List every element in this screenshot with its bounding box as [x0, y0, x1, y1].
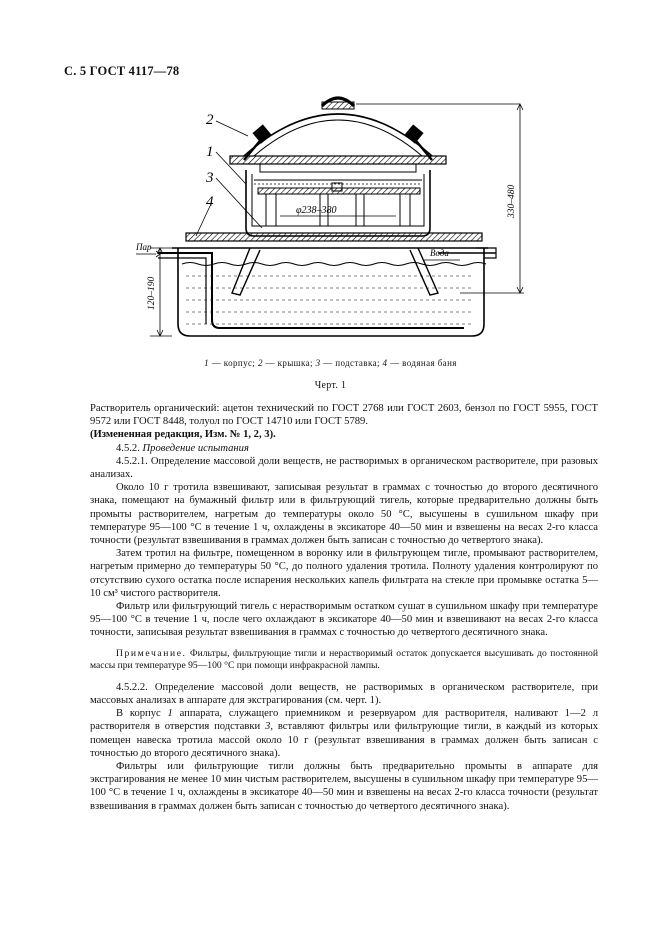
paragraph-4-5-2-1: 4.5.2.1. Определение массовой доли веществ, не растворимых в органическом растворителе, при разовых анализах. [90, 455, 598, 481]
apparatus-ref-1: 1 [167, 708, 173, 720]
callout-2: 2 [206, 112, 214, 128]
apparatus-pre: В корпус [116, 708, 161, 720]
paragraph-apparatus [90, 707, 598, 760]
legend-num-3: 3 [315, 358, 321, 368]
section-number: 4.5.2. [116, 442, 140, 454]
note-text: Фильтры, фильтрующие тигли и нерастворимый остаток допускается высушивать до постоянной массы при температуре 95—100 °С при помощи инфракрасной лампы. [90, 647, 598, 672]
label-water: Вода [430, 248, 449, 258]
vessel-body [246, 170, 430, 236]
edit-note: (Измененная редакция, Изм. № 1, 2, 3). [90, 429, 276, 441]
legend-text-2: — крышка; [265, 358, 313, 368]
paragraph-weighing: Около 10 г тротила взвешивают, записывая результат в граммах с точностью до второго десятичного знака, помещают на бумажный фильтр или в фильтрующий тигель, которые предварительно должны быть промыты растворителем, нагретым до температуры около 50 °С, высушены в сушильном шкафу при температуре 95—100 °С в течение 1 ч, охлаждены в эксикаторе 40—50 мин и взвешены на весах 2-го класса точности (результат взвешивания в граммах должен быть записан с точностью до четвертого знака). [90, 482, 598, 547]
apparatus-ref-3: 3, [265, 721, 273, 733]
legend-text-4: — водяная баня [390, 358, 457, 368]
body-text [90, 402, 598, 813]
callout-1: 1 [206, 144, 214, 160]
dimension-height-bath: 120–190 [147, 276, 157, 310]
paragraph-4-5-2-2: 4.5.2.2. Определение массовой доли веществ, не растворимых в органическом растворителе, при массовых анализах в аппарате для экстрагирования (см. черт. 1). [90, 681, 598, 707]
legend-num-2: 2 [257, 358, 263, 368]
note-lead: Примечание. [116, 647, 187, 659]
legend-text-3: — подставка; [323, 358, 380, 368]
paragraph-drying: Фильтр или фильтрующий тигель с нерастворимым остатком сушат в сушильном шкафу при температуре 95—100 °С в течение 1 ч, после чего охлаждают в эксикаторе 40—50 мин и взвешивают на весах 2-го класса точности, записывая результат взвешивания в граммах с точностью до четвертого десятичного знака. [90, 601, 598, 639]
lid [230, 98, 446, 172]
page-header: С. 5 ГОСТ 4117—78 [64, 64, 180, 78]
apparatus-mid: аппарата, служащего приемником и резервуаром для растворителя, наливают 1—2 л растворителя в отверстия подставки [90, 708, 598, 733]
figure-caption: Черт. 1 [314, 380, 347, 391]
callout-3: 3 [206, 170, 214, 186]
apparatus-post: вставляют фильтры или фильтрующие тигли, в каждый из которых помещен навеска тротила массой около 10 г (результат взвешивания в граммах должен быть записан с точностью до второго десятичного знака). [90, 721, 599, 759]
paragraph-washing: Затем тротил на фильтре, помещенном в воронку или в фильтрующем тигле, промывают растворителем, нагретым примерно до температуры 50 °С, до полного удаления тротила. Полноту удаления контролируют по отсутствию сухого остатка после испарения нескольких капель фильтрата на стекле при промывке остатка 5—10 см³ чистого растворителя. [90, 548, 598, 599]
legend-num-1: 1 [204, 358, 210, 368]
dimension-height-total: 330–480 [507, 184, 517, 218]
dimension-diameter: φ238–380 [296, 205, 337, 216]
figure-legend [0, 358, 661, 368]
legend-text-1: — корпус; [211, 358, 256, 368]
paragraph-filters: Фильтры или фильтрующие тигли должны быть предварительно промыты в аппарате для экстрагирования не менее 10 мин чистым растворителем, высушены в сушильном шкафу при температуре 95—100 °С в течение 1 ч, охлаждены в эксикаторе 40—50 мин и взвешены на весах 2-го класса точности (результат взвешивания в граммах должен быть записан с точностью до четвертого десятичного знака). [90, 761, 598, 812]
apparatus-drawing [120, 88, 540, 360]
section-title: Проведение испытания [142, 442, 249, 454]
dimension-lines [136, 104, 524, 336]
paragraph-solvent: Растворитель органический: ацетон технический по ГОСТ 2768 или ГОСТ 2603, бензол по ГОСТ 5955, ГОСТ 9572 или ГОСТ 8448, толуол по ГОСТ 14710 или ГОСТ 5789. [90, 403, 598, 428]
label-steam: Пар [136, 242, 152, 252]
callout-4: 4 [206, 194, 214, 210]
legend-num-4: 4 [382, 358, 388, 368]
section-4-5-2 [90, 442, 598, 455]
note [90, 648, 598, 673]
